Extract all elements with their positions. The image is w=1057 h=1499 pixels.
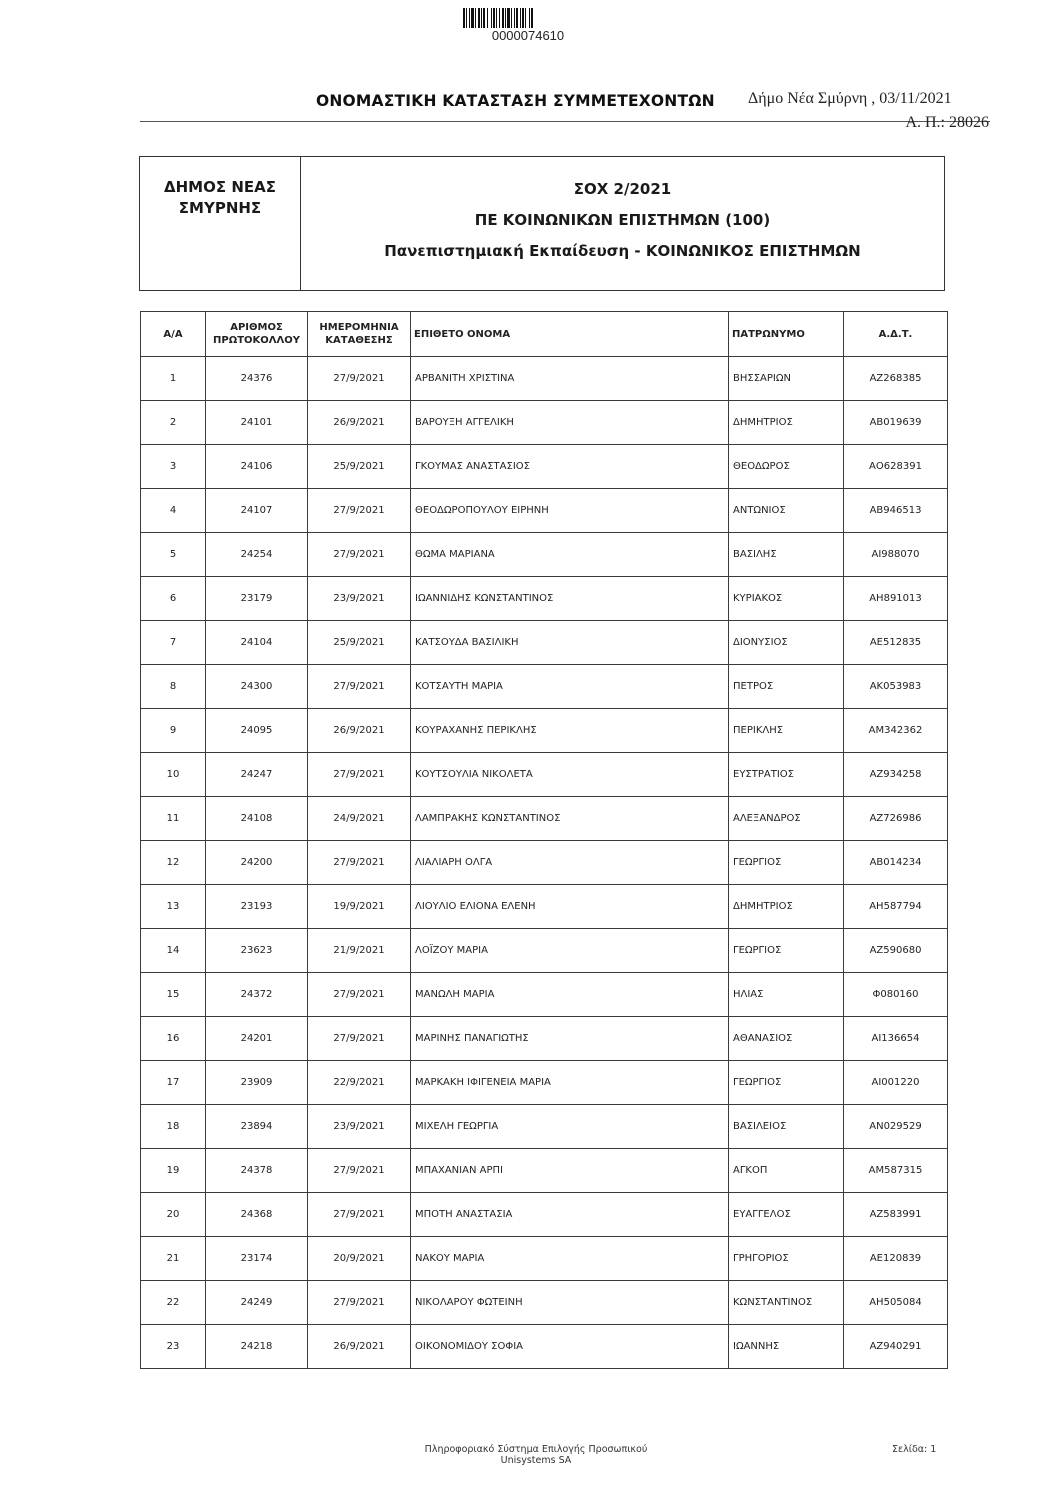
fathers-name: ΓΕΩΡΓΙΟΣ (729, 841, 844, 885)
row-number: 17 (141, 1061, 206, 1105)
specialty-title: ΠΕ ΚΟΙΝΩΝΙΚΩΝ ΕΠΙΣΤΗΜΩΝ (100) (474, 211, 771, 229)
column-header-id: Α.Δ.Τ. (844, 312, 948, 357)
protocol-number-cell: 24104 (206, 621, 308, 665)
full-name: ΑΡΒΑΝΙΤΗ ΧΡΙΣΤΙΝΑ (411, 357, 729, 401)
table-row (141, 1193, 948, 1237)
table-row (141, 709, 948, 753)
full-name: ΜΠΑΧΑΝΙΑΝ ΑΡΠΙ (411, 1149, 729, 1193)
full-name: ΓΚΟΥΜΑΣ ΑΝΑΣΤΑΣΙΟΣ (411, 445, 729, 489)
id-number: ΑΙ001220 (844, 1061, 948, 1105)
announcement-code: ΣΟΧ 2/2021 (573, 180, 672, 198)
footer-system-info (400, 1444, 672, 1466)
fathers-name: ΑΝΤΩΝΙΟΣ (729, 489, 844, 533)
protocol-number-cell: 24372 (206, 973, 308, 1017)
row-number: 1 (141, 357, 206, 401)
municipality-name (140, 157, 301, 290)
submission-date: 20/9/2021 (308, 1237, 411, 1281)
submission-date: 27/9/2021 (308, 1017, 411, 1061)
table-row (141, 1281, 948, 1325)
municipality-label: ΔΗΜΟΣ ΝΕΑΣ ΣΜΥΡΝΗΣ (164, 178, 276, 217)
fathers-name: ΑΘΑΝΑΣΙΟΣ (729, 1017, 844, 1061)
row-number: 12 (141, 841, 206, 885)
id-number: ΑΒ019639 (844, 401, 948, 445)
column-header-date: ΗΜΕΡΟΜΗΝΙΑ ΚΑΤΑΘΕΣΗΣ (308, 312, 411, 357)
column-header-protocol: ΑΡΙΘΜΟΣ ΠΡΩΤΟΚΟΛΛΟΥ (206, 312, 308, 357)
full-name: ΛΙΑΛΙΑΡΗ ΟΛΓΑ (411, 841, 729, 885)
full-name: ΘΕΟΔΩΡΟΠΟΥΛΟΥ ΕΙΡΗΝΗ (411, 489, 729, 533)
fathers-name: ΔΙΟΝΥΣΙΟΣ (729, 621, 844, 665)
fathers-name: ΓΡΗΓΟΡΙΟΣ (729, 1237, 844, 1281)
full-name: ΝΑΚΟΥ ΜΑΡΙΑ (411, 1237, 729, 1281)
row-number: 6 (141, 577, 206, 621)
full-name: ΜΑΝΩΛΗ ΜΑΡΙΑ (411, 973, 729, 1017)
full-name: ΒΑΡΟΥΞΗ ΑΓΓΕΛΙΚΗ (411, 401, 729, 445)
id-number: ΑΗ891013 (844, 577, 948, 621)
column-header-aa: Α/Α (141, 312, 206, 357)
protocol-number-cell: 24249 (206, 1281, 308, 1325)
protocol-number-cell: 24218 (206, 1325, 308, 1369)
footer-company: Unisystems SA (500, 1455, 572, 1466)
submission-date: 26/9/2021 (308, 401, 411, 445)
barcode-number: 0000074610 (491, 28, 565, 43)
id-number: ΑΕ512835 (844, 621, 948, 665)
protocol-number-cell: 23193 (206, 885, 308, 929)
submission-date: 27/9/2021 (308, 973, 411, 1017)
id-number: ΑΖ583991 (844, 1193, 948, 1237)
fathers-name: ΒΗΣΣΑΡΙΩΝ (729, 357, 844, 401)
full-name: ΚΑΤΣΟΥΔΑ ΒΑΣΙΛΙΚΗ (411, 621, 729, 665)
row-number: 23 (141, 1325, 206, 1369)
column-header-name: ΕΠΙΘΕΤΟ ΟΝΟΜΑ (411, 312, 729, 357)
protocol-number-cell: 24376 (206, 357, 308, 401)
table-row (141, 1061, 948, 1105)
submission-date: 27/9/2021 (308, 753, 411, 797)
fathers-name: ΕΥΣΤΡΑΤΙΟΣ (729, 753, 844, 797)
id-number: ΑΗ587794 (844, 885, 948, 929)
protocol-number-cell: 23179 (206, 577, 308, 621)
table-row (141, 753, 948, 797)
table-row (141, 1237, 948, 1281)
fathers-name: ΔΗΜΗΤΡΙΟΣ (729, 885, 844, 929)
id-number: ΑΙ988070 (844, 533, 948, 577)
row-number: 14 (141, 929, 206, 973)
id-number: ΑΝ029529 (844, 1105, 948, 1149)
submission-date: 23/9/2021 (308, 577, 411, 621)
full-name: ΛΑΜΠΡΑΚΗΣ ΚΩΝΣΤΑΝΤΙΝΟΣ (411, 797, 729, 841)
protocol-number-cell: 24108 (206, 797, 308, 841)
fathers-name: ΚΩΝΣΤΑΝΤΙΝΟΣ (729, 1281, 844, 1325)
fathers-name: ΑΓΚΟΠ (729, 1149, 844, 1193)
fathers-name: ΠΕΤΡΟΣ (729, 665, 844, 709)
submission-date: 24/9/2021 (308, 797, 411, 841)
barcode-icon (463, 8, 593, 28)
submission-date: 27/9/2021 (308, 1149, 411, 1193)
table-row (141, 401, 948, 445)
submission-date: 22/9/2021 (308, 1061, 411, 1105)
fathers-name: ΓΕΩΡΓΙΟΣ (729, 929, 844, 973)
id-number: Φ080160 (844, 973, 948, 1017)
id-number: ΑΒ014234 (844, 841, 948, 885)
id-number: ΑΗ505084 (844, 1281, 948, 1325)
page-number: Σελίδα: 1 (892, 1444, 937, 1455)
announcement-header-box (139, 156, 945, 291)
table-row (141, 929, 948, 973)
submission-date: 23/9/2021 (308, 1105, 411, 1149)
row-number: 22 (141, 1281, 206, 1325)
document-title: ΟΝΟΜΑΣΤΙΚΗ ΚΑΤΑΣΤΑΣΗ ΣΥΜΜΕΤΕΧΟΝΤΩΝ (316, 92, 715, 110)
submission-date: 27/9/2021 (308, 841, 411, 885)
submission-date: 26/9/2021 (308, 709, 411, 753)
submission-date: 27/9/2021 (308, 665, 411, 709)
full-name: ΙΩΑΝΝΙΔΗΣ ΚΩΝΣΤΑΝΤΙΝΟΣ (411, 577, 729, 621)
row-number: 10 (141, 753, 206, 797)
submission-date: 27/9/2021 (308, 489, 411, 533)
fathers-name: ΕΥΑΓΓΕΛΟΣ (729, 1193, 844, 1237)
protocol-number-cell: 23909 (206, 1061, 308, 1105)
id-number: ΑΚ053983 (844, 665, 948, 709)
row-number: 20 (141, 1193, 206, 1237)
row-number: 9 (141, 709, 206, 753)
fathers-name: ΒΑΣΙΛΗΣ (729, 533, 844, 577)
id-number: ΑΒ946513 (844, 489, 948, 533)
full-name: ΜΑΡΚΑΚΗ ΙΦΙΓΕΝΕΙΑ ΜΑΡΙΑ (411, 1061, 729, 1105)
protocol-number-cell: 24368 (206, 1193, 308, 1237)
row-number: 8 (141, 665, 206, 709)
id-number: ΑΜ587315 (844, 1149, 948, 1193)
announcement-details (301, 157, 944, 290)
table-row (141, 841, 948, 885)
row-number: 2 (141, 401, 206, 445)
title-divider (140, 121, 990, 122)
row-number: 13 (141, 885, 206, 929)
row-number: 19 (141, 1149, 206, 1193)
full-name: ΚΟΤΣΑΥΤΗ ΜΑΡΙΑ (411, 665, 729, 709)
submission-date: 27/9/2021 (308, 1193, 411, 1237)
table-row (141, 885, 948, 929)
fathers-name: ΠΕΡΙΚΛΗΣ (729, 709, 844, 753)
row-number: 18 (141, 1105, 206, 1149)
row-number: 16 (141, 1017, 206, 1061)
table-row (141, 357, 948, 401)
column-header-fathers-name: ΠΑΤΡΩΝΥΜΟ (729, 312, 844, 357)
fathers-name: ΒΑΣΙΛΕΙΟΣ (729, 1105, 844, 1149)
table-row (141, 1017, 948, 1061)
row-number: 3 (141, 445, 206, 489)
id-number: ΑΙ136654 (844, 1017, 948, 1061)
protocol-number-cell: 24106 (206, 445, 308, 489)
full-name: ΚΟΥΡΑΧΑΝΗΣ ΠΕΡΙΚΛΗΣ (411, 709, 729, 753)
fathers-name: ΔΗΜΗΤΡΙΟΣ (729, 401, 844, 445)
row-number: 5 (141, 533, 206, 577)
table-row (141, 973, 948, 1017)
table-row (141, 1105, 948, 1149)
table-row (141, 533, 948, 577)
submission-date: 27/9/2021 (308, 357, 411, 401)
protocol-number-cell: 24378 (206, 1149, 308, 1193)
participants-table (140, 311, 948, 1369)
submission-date: 27/9/2021 (308, 533, 411, 577)
full-name: ΛΙΟΥΛΙΟ ΕΛΙΟΝΑ ΕΛΕΝΗ (411, 885, 729, 929)
footer-system-name: Πληροφοριακό Σύστημα Επιλογής Προσωπικού (424, 1444, 648, 1455)
table-row (141, 577, 948, 621)
table-row (141, 445, 948, 489)
submission-date: 19/9/2021 (308, 885, 411, 929)
id-number: ΑΜ342362 (844, 709, 948, 753)
table-header-row (141, 312, 948, 357)
table-row (141, 1325, 948, 1369)
full-name: ΟΙΚΟΝΟΜΙΔΟΥ ΣΟΦΙΑ (411, 1325, 729, 1369)
table-row (141, 797, 948, 841)
full-name: ΘΩΜΑ ΜΑΡΙΑΝΑ (411, 533, 729, 577)
protocol-number-cell: 24107 (206, 489, 308, 533)
id-number: ΑΕ120839 (844, 1237, 948, 1281)
submission-date: 27/9/2021 (308, 1281, 411, 1325)
submission-date: 21/9/2021 (308, 929, 411, 973)
protocol-number-cell: 23623 (206, 929, 308, 973)
place-date: Δήμο Νέα Σμύρνη , 03/11/2021 (748, 90, 952, 107)
full-name: ΝΙΚΟΛΑΡΟΥ ΦΩΤΕΙΝΗ (411, 1281, 729, 1325)
id-number: ΑΖ726986 (844, 797, 948, 841)
protocol-number-cell: 24300 (206, 665, 308, 709)
id-number: ΑΖ940291 (844, 1325, 948, 1369)
id-number: ΑΖ934258 (844, 753, 948, 797)
full-name: ΜΙΧΕΛΗ ΓΕΩΡΓΙΑ (411, 1105, 729, 1149)
full-name: ΜΠΟΤΗ ΑΝΑΣΤΑΣΙΑ (411, 1193, 729, 1237)
row-number: 4 (141, 489, 206, 533)
id-number: ΑΖ590680 (844, 929, 948, 973)
table-row (141, 665, 948, 709)
fathers-name: ΚΥΡΙΑΚΟΣ (729, 577, 844, 621)
table-row (141, 621, 948, 665)
fathers-name: ΗΛΙΑΣ (729, 973, 844, 1017)
protocol-number-cell: 24101 (206, 401, 308, 445)
row-number: 11 (141, 797, 206, 841)
fathers-name: ΑΛΕΞΑΝΔΡΟΣ (729, 797, 844, 841)
row-number: 7 (141, 621, 206, 665)
id-number: ΑΖ268385 (844, 357, 948, 401)
full-name: ΛΟΪΖΟΥ ΜΑΡΙΑ (411, 929, 729, 973)
protocol-number-cell: 24201 (206, 1017, 308, 1061)
fathers-name: ΘΕΟΔΩΡΟΣ (729, 445, 844, 489)
full-name: ΚΟΥΤΣΟΥΛΙΑ ΝΙΚΟΛΕΤΑ (411, 753, 729, 797)
submission-date: 25/9/2021 (308, 445, 411, 489)
table-row (141, 1149, 948, 1193)
submission-date: 25/9/2021 (308, 621, 411, 665)
full-name: ΜΑΡΙΝΗΣ ΠΑΝΑΓΙΩΤΗΣ (411, 1017, 729, 1061)
protocol-number-cell: 23894 (206, 1105, 308, 1149)
protocol-number-cell: 24254 (206, 533, 308, 577)
protocol-number-cell: 24247 (206, 753, 308, 797)
id-number: ΑΟ628391 (844, 445, 948, 489)
protocol-number-cell: 23174 (206, 1237, 308, 1281)
qualification-title: Πανεπιστημιακή Εκπαίδευση - ΚΟΙΝΩΝΙΚΟΣ ΕΠΙΣΤΗΜΩΝ (384, 242, 861, 260)
fathers-name: ΓΕΩΡΓΙΟΣ (729, 1061, 844, 1105)
protocol-number: Α. Π.: 28026 (905, 114, 989, 131)
row-number: 15 (141, 973, 206, 1017)
protocol-number-cell: 24200 (206, 841, 308, 885)
submission-date: 26/9/2021 (308, 1325, 411, 1369)
protocol-number-cell: 24095 (206, 709, 308, 753)
row-number: 21 (141, 1237, 206, 1281)
fathers-name: ΙΩΑΝΝΗΣ (729, 1325, 844, 1369)
table-row (141, 489, 948, 533)
